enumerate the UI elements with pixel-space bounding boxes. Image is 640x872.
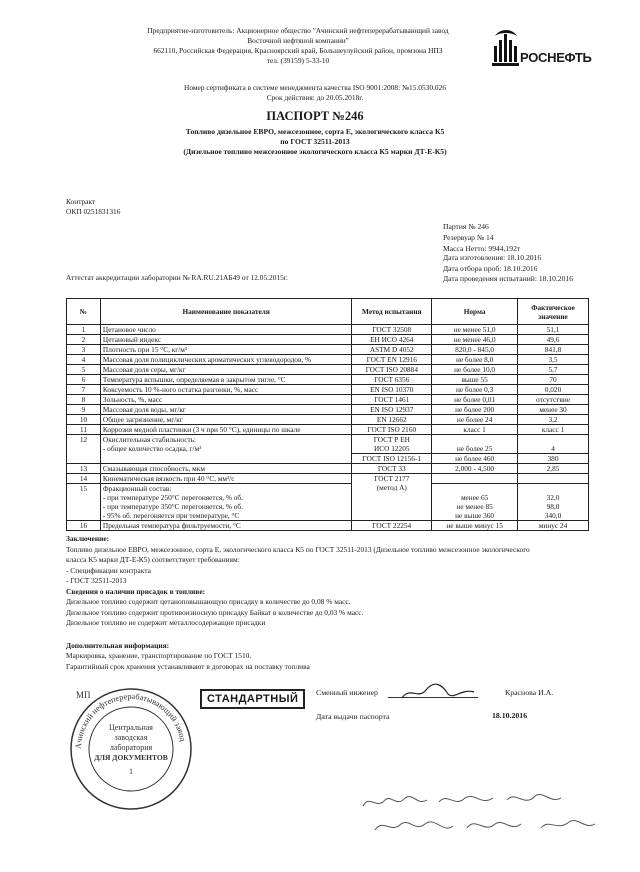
conclusion-text-1: Топливо дизельное ЕВРО, межсезонное, сорта Е, экологического класса К5 по ГОСТ 32511-2013 (Дизельное топливо межсезонное экологического — [66, 544, 530, 554]
col-header-value: Фактическое значение — [518, 299, 589, 325]
table-header-row — [67, 299, 589, 325]
row-method-line: ГОСТ 2177 — [374, 474, 410, 483]
row-name — [100, 484, 351, 521]
conclusion-section — [66, 534, 596, 672]
row-method — [352, 435, 432, 454]
row-number: 2 — [67, 335, 101, 345]
row-name — [100, 435, 351, 464]
row-method: EN ISO 10370 — [352, 385, 432, 395]
seal-line-2: заводская — [114, 733, 148, 742]
row-norm: 820,0 - 845,0 — [432, 345, 518, 355]
tank-number: Резервуар № 14 — [443, 233, 494, 242]
row-name: Массовая доля серы, мг/кг — [100, 365, 351, 375]
row-number: 16 — [67, 521, 101, 531]
table-row — [67, 415, 589, 425]
product-line-1: Топливо дизельное ЕВРО, межсезонное, сорта Е, экологического класса К5 — [185, 127, 445, 136]
row-method: ГОСТ EN 12916 — [352, 355, 432, 365]
row-value: 51,1 — [518, 325, 589, 335]
row-value: 70 — [518, 375, 589, 385]
testing-date: Дата проведения испытаний: 18.10.2016 — [443, 274, 574, 283]
row-name: Смазывающая способность, мкм — [100, 464, 351, 474]
standard-stamp: СТАНДАРТНЫЙ — [200, 689, 305, 709]
manufacturer-phone: тел. (39159) 5-33-10 — [266, 56, 330, 65]
extra-info-heading: Дополнительная информация: — [66, 640, 170, 650]
table-body — [67, 325, 589, 531]
row-number: 15 — [67, 484, 101, 521]
certificate-validity: Срок действия: до 20.05.2018г. — [266, 93, 364, 102]
row-norm: не более 25 — [432, 435, 518, 454]
row-number: 14 — [67, 474, 101, 484]
row-norm: не более 200 — [432, 405, 518, 415]
certificate-number: Номер сертификата в системе менеджмента качества ISO 9001:2008: №15.0530.026 — [183, 83, 447, 92]
row-name-line: - при температуре 250°С перегоняется, % об. — [102, 493, 243, 502]
handwritten-note — [355, 784, 625, 844]
seal-line-4: ДЛЯ ДОКУМЕНТОВ — [94, 753, 168, 762]
table-row — [67, 335, 589, 345]
row-name-line: Окислительная стабильность: — [102, 435, 197, 444]
table-row — [67, 425, 589, 435]
row-number: 4 — [67, 355, 101, 365]
row-method: ГОСТ 1461 — [352, 395, 432, 405]
row-method: ГОСТ 6356 — [352, 375, 432, 385]
row-name: Массовая доля воды, мг/кг — [100, 405, 351, 415]
row-name: Температура вспышки, определяемая в закрытом тигле, °С — [100, 375, 351, 385]
row-norm-line: менее 65 — [460, 493, 489, 502]
rosneft-logo — [492, 28, 612, 72]
net-mass: Масса Нетто: 9944,192т — [443, 244, 521, 253]
row-value: 49,6 — [518, 335, 589, 345]
row-name-line: - 95% об. перегоняется при температуре, °С — [102, 511, 240, 520]
product-description — [150, 127, 480, 157]
row-name: Коррозия медной пластинки (3 ч при 50 °С), единицы по шкале — [100, 425, 351, 435]
extra-info-2: Гарантийный срок хранения устанавливают в договорах на поставку топлива — [66, 661, 310, 671]
manufacture-date: Дата изготовления: 18.10.2016 — [443, 253, 542, 262]
table-row — [67, 355, 589, 365]
okp-code: ОКП 0251831316 — [66, 207, 121, 216]
sampling-date: Дата отбора проб: 18.10.2016 — [443, 263, 538, 273]
row-value: 3,5 — [518, 355, 589, 365]
row-value: менее 30 — [518, 405, 589, 415]
engineer-name: Краснова И.А. — [505, 688, 554, 697]
row-value: 3,2 — [518, 415, 589, 425]
row-number: 3 — [67, 345, 101, 355]
row-value: 4 — [518, 435, 589, 454]
batch-info — [443, 221, 520, 254]
row-number: 10 — [67, 415, 101, 425]
product-line-3: (Дизельное топливо межсезонное экологического класса К5 марки ДТ-Е-К5) — [183, 147, 447, 156]
engineer-label: Сменный инженер — [316, 688, 378, 697]
engineer-signature — [398, 680, 478, 704]
row-name: Кинематическая вязкость при 40 °С, мм²/с — [100, 474, 351, 484]
row-value: минус 24 — [518, 521, 589, 531]
certificate-info — [150, 83, 480, 103]
row-number: 13 — [67, 464, 101, 474]
seal-line-1: Центральная — [109, 723, 153, 732]
row-method: EN ISO 12937 — [352, 405, 432, 415]
additive-2: Дизельное топливо содержит противоизносную присадку Байкат в количестве до 0,03 % масс. — [66, 607, 364, 617]
row-name: Цетановое число — [100, 325, 351, 335]
row-method: ГОСТ 32508 — [352, 325, 432, 335]
dates-info — [443, 253, 573, 285]
manufacturer-line-2: Восточной нефтяной компании" — [247, 36, 349, 45]
row-number: 7 — [67, 385, 101, 395]
seal-corner-label: МП — [76, 690, 91, 700]
contract-label: Контракт — [66, 197, 96, 206]
row-method: ГОСТ ISO 2160 — [352, 425, 432, 435]
row-method: ГОСТ 22254 — [352, 521, 432, 531]
contract-info — [66, 197, 120, 217]
row-value: 0,020 — [518, 385, 589, 395]
row-norm: не более 0,01 — [432, 395, 518, 405]
row-norm — [432, 474, 518, 484]
table-row-fractional — [67, 484, 589, 521]
seal-line-5: 1 — [129, 767, 133, 776]
logo-text: РОСНЕФТЬ — [520, 50, 592, 65]
row-number: 9 — [67, 405, 101, 415]
row-number: 1 — [67, 325, 101, 335]
row-norm-line: не менее 85 — [456, 502, 493, 511]
row-name-line: Фракционный состав: — [102, 484, 172, 493]
additive-1: Дизельное топливо содержит цетаноповышающую присадку в количестве до 0,08 % масс. — [66, 597, 351, 606]
row-value: 5,7 — [518, 365, 589, 375]
row-value: 841,8 — [518, 345, 589, 355]
table-row — [67, 365, 589, 375]
seal-ring-text: Ачинский нефтеперерабатывающий завод — [73, 691, 188, 750]
row-number: 12 — [67, 435, 101, 464]
row-norm: не более 0,3 — [432, 385, 518, 395]
row-method-line: ИСО 12205 — [374, 444, 410, 453]
row-method: ГОСТ ISO 12156-1 — [352, 454, 432, 464]
row-value: 2,85 — [518, 464, 589, 474]
row-norm-line: не выше 360 — [455, 511, 495, 520]
table-row — [67, 325, 589, 335]
row-name: Зольность, %, масс — [100, 395, 351, 405]
quality-table — [66, 298, 589, 531]
row-method: ASTM D 4052 — [352, 345, 432, 355]
row-norm: не более 460 — [432, 454, 518, 464]
row-name: Коксуемость 10 %-ного остатка разгонки, %, масс — [100, 385, 351, 395]
passport-title: ПАСПОРТ №246 — [266, 109, 364, 123]
row-number: 11 — [67, 425, 101, 435]
col-header-method: Метод испытания — [352, 299, 432, 325]
table-row — [67, 395, 589, 405]
col-header-name: Наименование показателя — [100, 299, 351, 325]
issue-date-label: Дата выдачи паспорта — [316, 712, 390, 721]
requirement-1: - Спецификации контракта — [66, 565, 151, 575]
row-norm: 2,000 - 4,500 — [432, 464, 518, 474]
row-norm: не менее 51,0 — [432, 325, 518, 335]
seal-line-3: лаборатория — [109, 743, 153, 752]
row-method: ЕН ИСО 4264 — [352, 335, 432, 345]
rosneft-emblem-icon — [492, 28, 520, 68]
row-method-line: ГОСТ Р ЕН — [373, 435, 410, 444]
row-value: класс 1 — [518, 425, 589, 435]
laboratory-seal — [68, 686, 194, 812]
row-value-line: 98,0 — [546, 502, 560, 511]
table-row — [67, 345, 589, 355]
row-name-line: - при температуре 350°С перегоняется, % об. — [102, 502, 243, 511]
product-line-2: по ГОСТ 32511-2013 — [280, 137, 350, 146]
table-row — [67, 521, 589, 531]
table-row-oxidation — [67, 435, 589, 454]
row-method — [352, 474, 432, 521]
row-value — [518, 474, 589, 484]
row-method: ГОСТ ISO 20884 — [352, 365, 432, 375]
row-norm: не более 24 — [432, 415, 518, 425]
table-row — [67, 375, 589, 385]
row-norm: не менее 46,0 — [432, 335, 518, 345]
table-row — [67, 474, 589, 484]
row-name: Предельная температура фильтруемости, °С — [100, 521, 351, 531]
row-method: EN 12662 — [352, 415, 432, 425]
row-value — [518, 484, 589, 521]
manufacturer-address: 662110, Российская Федерация, Красноярский край, Большеулуйский район, промзона НПЗ — [153, 46, 443, 55]
row-norm: не более 8,0 — [432, 355, 518, 365]
batch-number: Партия № 246 — [443, 222, 489, 231]
col-header-norm: Норма — [432, 299, 518, 325]
row-number: 5 — [67, 365, 101, 375]
table-row — [67, 385, 589, 395]
row-norm: не выше минус 15 — [432, 521, 518, 531]
row-method: ГОСТ 33 — [352, 464, 432, 474]
additives-heading: Сведения о наличии присадок в топливе: — [66, 586, 206, 596]
table-row — [67, 464, 589, 474]
additive-3: Дизельное топливо не содержит металлосодержащие присадки — [66, 618, 266, 627]
conclusion-heading: Заключение: — [66, 534, 110, 543]
extra-info-1: Маркировка, хранение, транспортирование по ГОСТ 1510. — [66, 651, 252, 660]
row-value-line: 340,0 — [544, 511, 562, 520]
row-norm: выше 55 — [432, 375, 518, 385]
row-norm: класс 1 — [432, 425, 518, 435]
row-name: Массовая доля полициклических ароматических углеводородов, % — [100, 355, 351, 365]
issue-date-value: 18.10.2016 — [492, 711, 528, 720]
row-value: отсутствие — [518, 395, 589, 405]
row-norm: не более 10,0 — [432, 365, 518, 375]
conclusion-text-2: класса К5 марки ДТ-Е-К5) соответствует требованиям: — [66, 555, 240, 564]
col-header-number: № — [67, 299, 101, 325]
row-name: Плотность при 15 °С, кг/м³ — [100, 345, 351, 355]
manufacturer-line-1: Предприятие-изготовитель: Акционерное общество "Ачинский нефтеперерабатывающий завод — [147, 26, 449, 35]
row-name: Цетановый индекс — [100, 335, 351, 345]
row-number: 6 — [67, 375, 101, 385]
manufacturer-header — [118, 26, 478, 66]
table-row — [67, 405, 589, 415]
requirement-2: - ГОСТ 32511-2013 — [66, 576, 127, 585]
accreditation-line: Аттестат аккредитации лаборатории № RA.RU.21АБ49 от 12.05.2015г. — [66, 273, 288, 282]
row-value-line: 32,0 — [546, 493, 560, 502]
row-value: 380 — [518, 454, 589, 464]
row-number: 8 — [67, 395, 101, 405]
row-method-line: (метод А) — [376, 483, 407, 492]
row-norm — [432, 484, 518, 521]
row-name-line: - общее количество осадка, г/м³ — [102, 444, 202, 453]
row-name: Общее загрязнение, мг/кг — [100, 415, 351, 425]
